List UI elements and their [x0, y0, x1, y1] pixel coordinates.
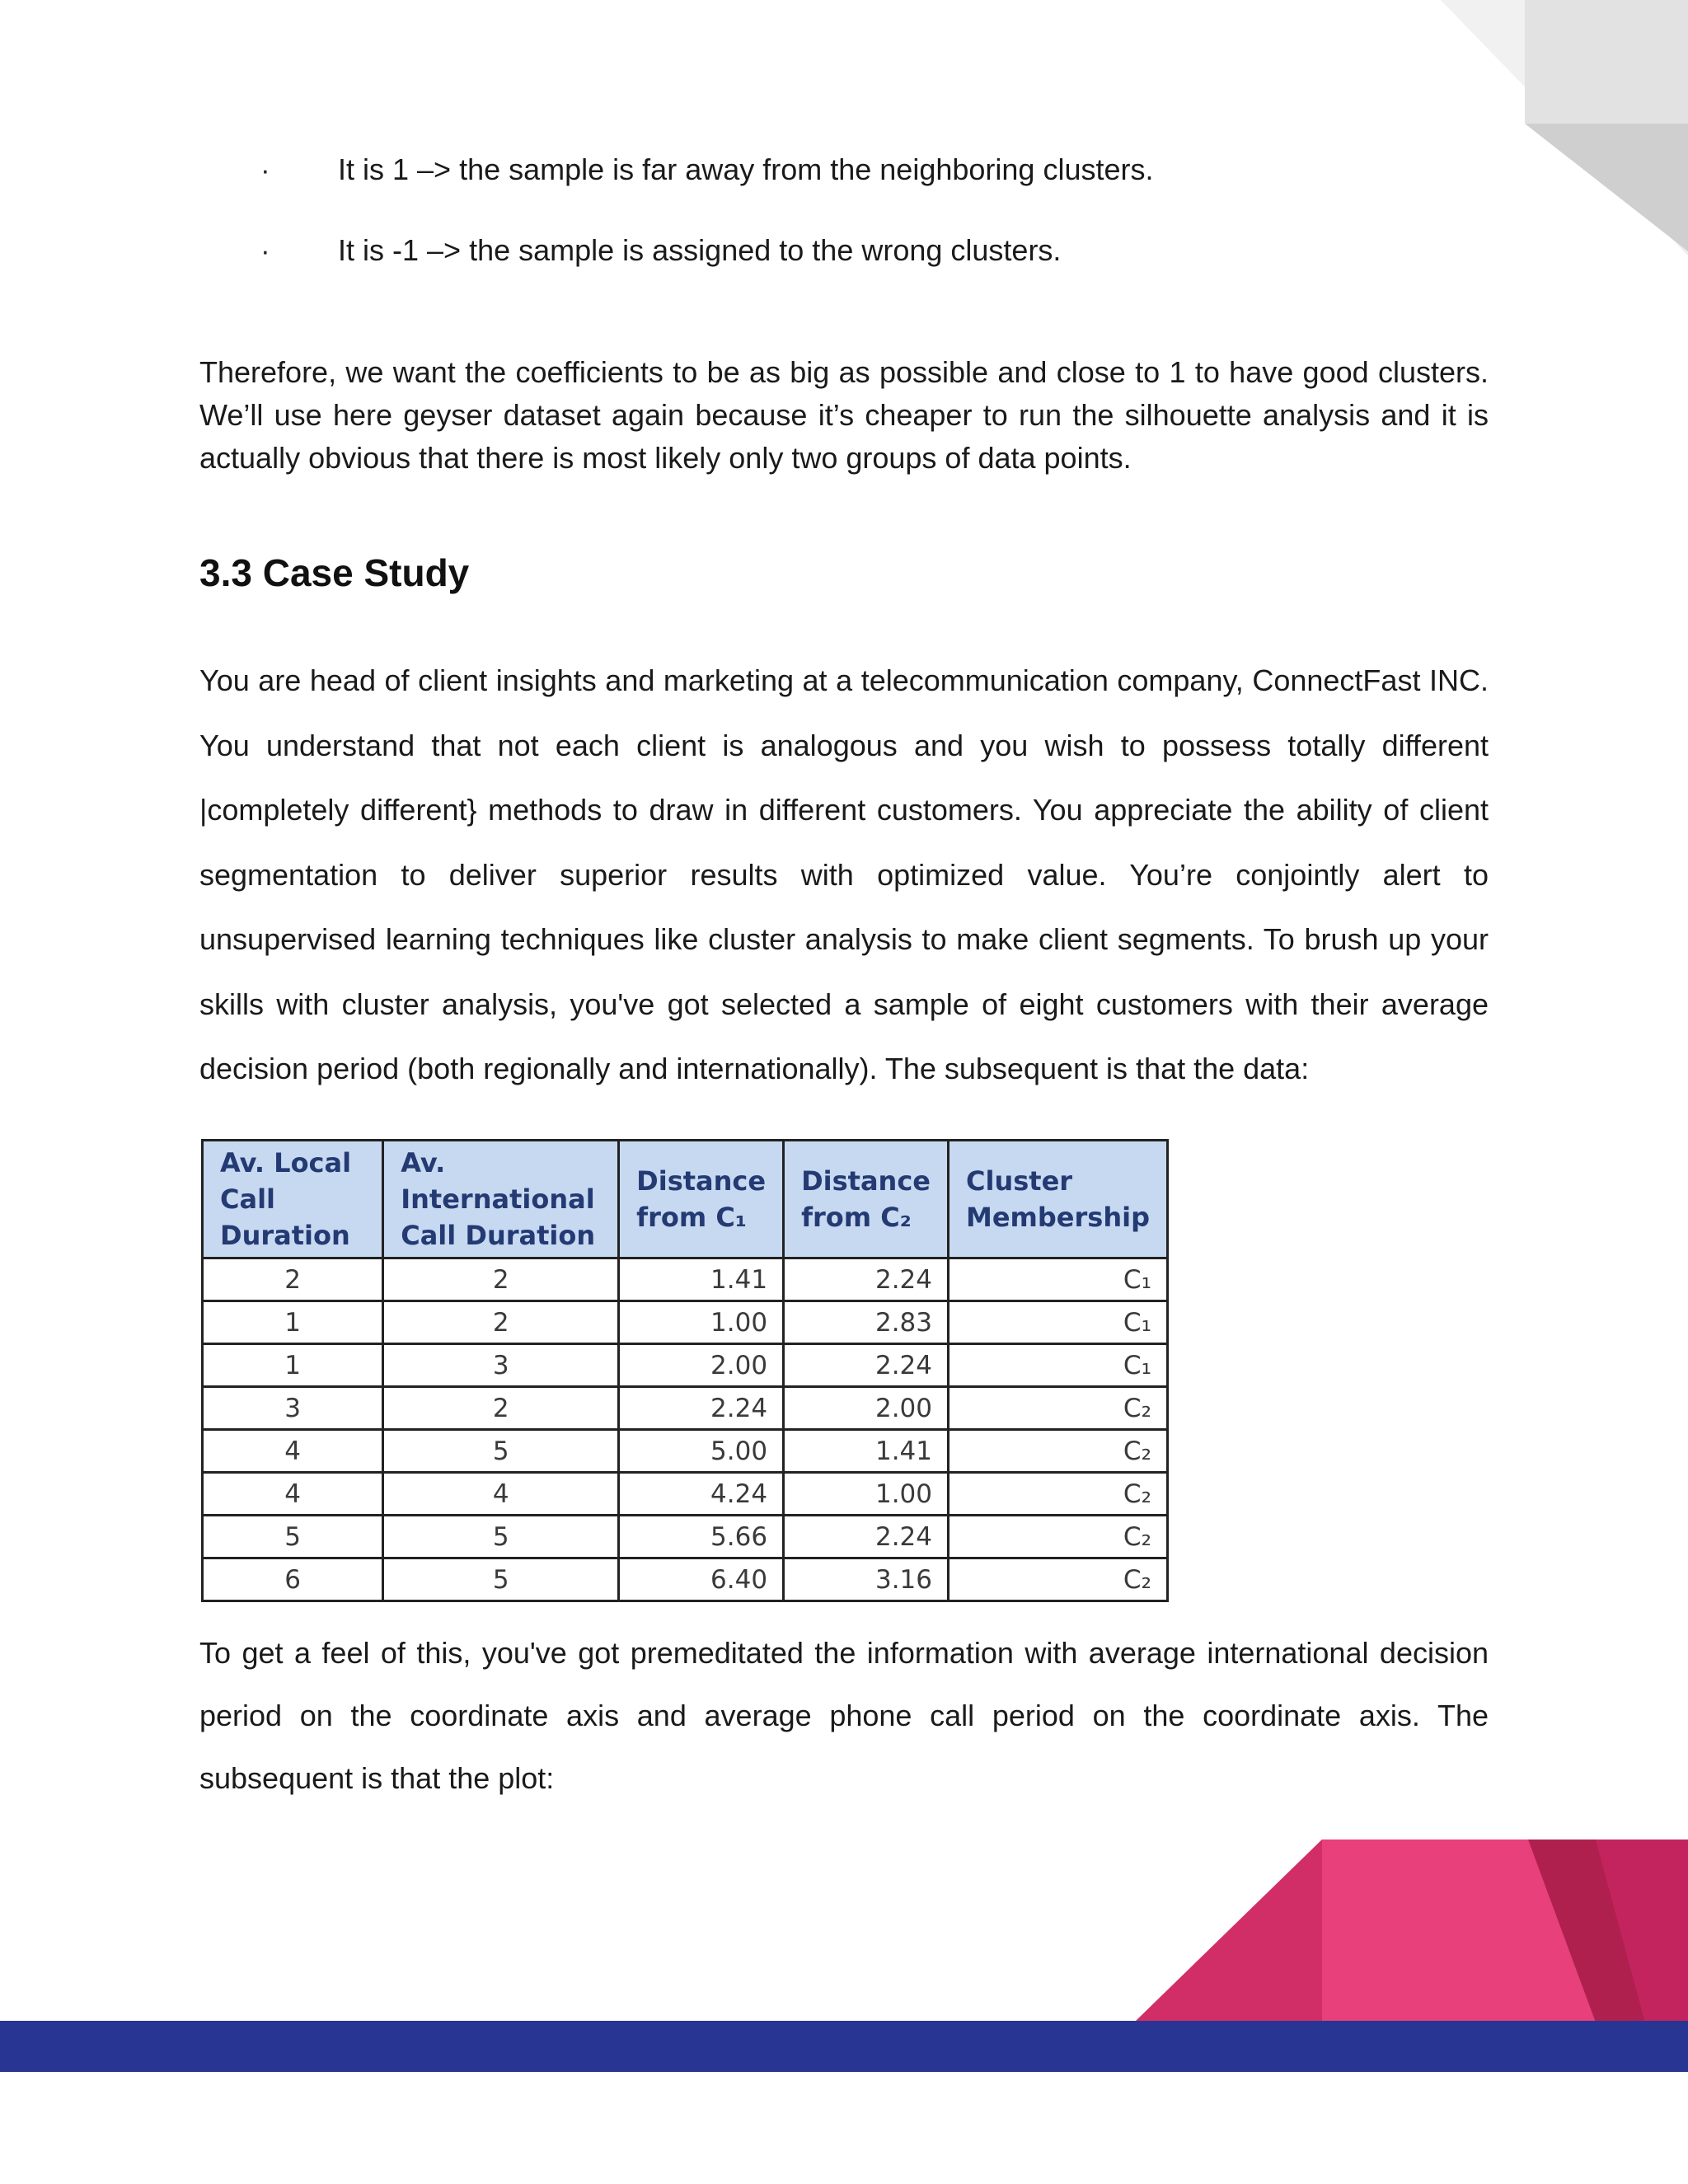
table-header-cell: Distance from C₁ [619, 1141, 784, 1258]
table-cell: 2 [383, 1387, 619, 1430]
table-row [203, 1344, 1168, 1387]
table-cell: 5 [383, 1558, 619, 1601]
table-cell: C₁ [949, 1344, 1168, 1387]
table-header-cell: Av. Local Call Duration [203, 1141, 383, 1258]
table-cell: 4 [383, 1473, 619, 1516]
table-cell: 2 [203, 1258, 383, 1301]
table-cell: C₂ [949, 1387, 1168, 1430]
table-cell: 1.00 [619, 1301, 784, 1344]
table-row [203, 1258, 1168, 1301]
table-cell: 2.24 [784, 1344, 949, 1387]
table-cell: 5 [383, 1516, 619, 1558]
footer-decoration [1134, 1840, 1688, 2022]
paragraph-silhouette-summary: Therefore, we want the coefficients to be as big as possible and close to 1 to have good clusters. We’ll use here geyser dataset again because it’s cheaper to run the silhouette analysis and it is actually obvious that there is most likely only two groups of data points. [199, 355, 1489, 475]
data-table [201, 1139, 1169, 1602]
table-cell: 1.41 [784, 1430, 949, 1473]
paragraph-case-study: You are head of client insights and marketing at a telecommunication company, ConnectFast INC. You understand that not each client is analogous and you wish to possess totally different |completely different} methods to draw in different customers. You appreciate the ability of client segmentation to deliver superior results with optimized value. You’re conjointly alert to unsupervised learning techniques like cluster analysis to make client segments. To brush up your skills with cluster analysis, you've got selected a sample of eight customers with their average decision period (both regionally and internationally). The subsequent is that the data: [199, 663, 1489, 1085]
table-cell: C₁ [949, 1301, 1168, 1344]
table-cell: C₁ [949, 1258, 1168, 1301]
bullet-marker: · [260, 154, 270, 186]
section-heading: 3.3 Case Study [199, 551, 470, 594]
table-cell: 2.24 [784, 1258, 949, 1301]
bullet-text: It is -1 –> the sample is assigned to the wrong clusters. [338, 233, 1062, 267]
table-cell: 2.24 [784, 1516, 949, 1558]
table-cell: 2.00 [784, 1387, 949, 1430]
table-cell: 2.83 [784, 1301, 949, 1344]
table-row [203, 1473, 1168, 1516]
table-cell: 3 [383, 1344, 619, 1387]
table-cell: 5.00 [619, 1430, 784, 1473]
table-cell: 1.41 [619, 1258, 784, 1301]
table-row [203, 1430, 1168, 1473]
table-cell: 3.16 [784, 1558, 949, 1601]
table-cell: 1.00 [784, 1473, 949, 1516]
table-cell: 4 [203, 1473, 383, 1516]
table-cell: 1 [203, 1344, 383, 1387]
table-header-cell: Cluster Membership [949, 1141, 1168, 1258]
table-cell: 2 [383, 1301, 619, 1344]
table-cell: 1 [203, 1301, 383, 1344]
table-cell: 2 [383, 1258, 619, 1301]
table-cell: 5.66 [619, 1516, 784, 1558]
table-row [203, 1516, 1168, 1558]
paragraph-plot-intro: To get a feel of this, you've got premeditated the information with average international decision period on the coordinate axis and average phone call period on the coordinate axis. The subsequent is that the plot: [199, 1636, 1489, 1795]
table-row [203, 1387, 1168, 1430]
bullet-text: It is 1 –> the sample is far away from the neighboring clusters. [338, 152, 1154, 186]
table-header-cell: Distance from C₂ [784, 1141, 949, 1258]
table-cell: 6 [203, 1558, 383, 1601]
table-cell: 4.24 [619, 1473, 784, 1516]
table-cell: C₂ [949, 1430, 1168, 1473]
table-row [203, 1558, 1168, 1601]
table-cell: 2.00 [619, 1344, 784, 1387]
table-row [203, 1301, 1168, 1344]
table-cell: C₂ [949, 1558, 1168, 1601]
table-cell: 2.24 [619, 1387, 784, 1430]
table-cell: 6.40 [619, 1558, 784, 1601]
footer-band [0, 2021, 1688, 2072]
bullet-marker: · [260, 235, 270, 267]
table-cell: 3 [203, 1387, 383, 1430]
table-cell: 5 [203, 1516, 383, 1558]
table-header-row [203, 1141, 1168, 1258]
table-cell: 4 [203, 1430, 383, 1473]
table-header-cell: Av. International Call Duration [383, 1141, 619, 1258]
table-cell: C₂ [949, 1473, 1168, 1516]
corner-decoration [1441, 0, 1688, 255]
table-cell: 5 [383, 1430, 619, 1473]
table-cell: C₂ [949, 1516, 1168, 1558]
